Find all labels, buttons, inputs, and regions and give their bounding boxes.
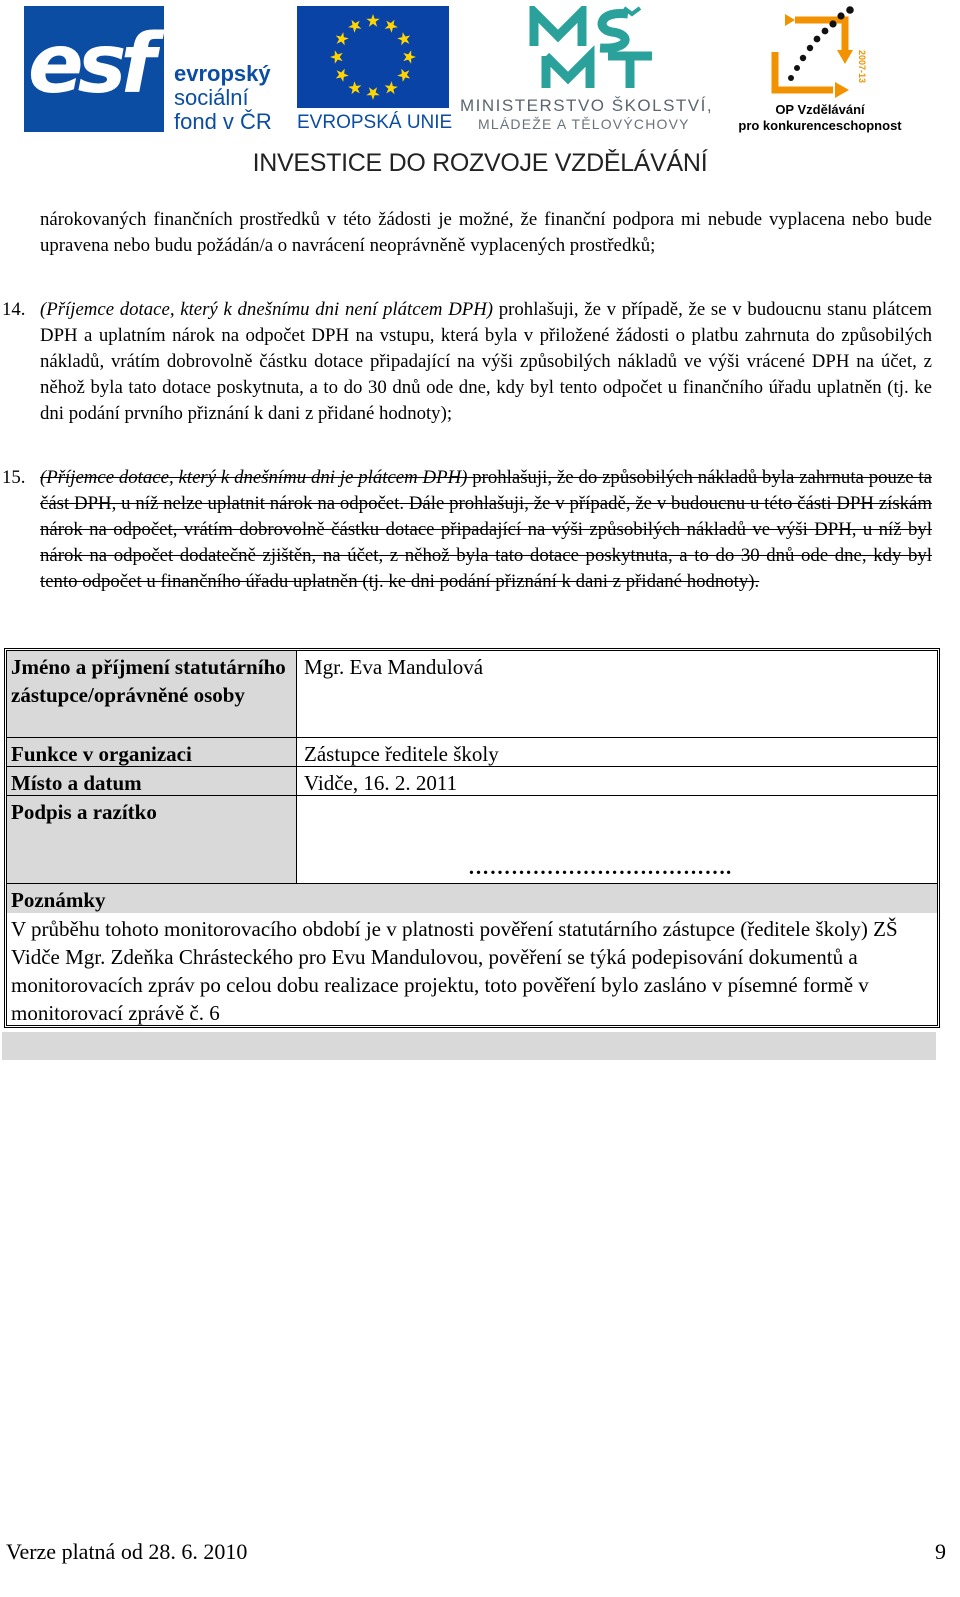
table-row-function <box>7 738 937 767</box>
function-label: Funkce v organizaci <box>7 738 297 766</box>
item-number: 14. <box>2 299 26 320</box>
banner-title: INVESTICE DO ROZVOJE VZDĚLÁVÁNÍ <box>252 149 708 177</box>
eu-label: EVROPSKÁ UNIE <box>297 112 453 133</box>
esf-line2: sociální <box>174 85 249 110</box>
table-row-name <box>7 651 937 738</box>
table-row-place <box>7 767 937 796</box>
op-line1: OP Vzdělávání <box>775 102 865 117</box>
signature-label: Podpis a razítko <box>7 796 297 883</box>
table-row-signature <box>7 796 937 884</box>
eu-logo <box>297 6 453 133</box>
header-logos <box>0 0 960 150</box>
esf-logo-box <box>24 6 164 132</box>
op-line2: pro konkurenceschopnost <box>738 118 902 133</box>
declaration-item-15 <box>2 465 932 595</box>
item-text: prohlašuji, že v případě, že se v budoucnu stanu plátcem DPH a uplatním nárok na odpočet DPH na vstupu, která byla v přiložené žádosti o platbu zahrnuta do způsobilých nákladů, vrátím dobrovolně částku dotace připadající na výši způsobilých nákladů ve výši vrácené DPH na účet, z něhož byla tato dotace poskytnuta, a to do 30 dnů ode dne, kdy byl tento odpočet u finančního úřadu uplatněn (tj. ke dni podání prvního přiznání k dani z přidané hodnoty); <box>40 299 932 424</box>
msmt-logo <box>460 6 730 132</box>
esf-line3: fond v ČR <box>174 109 272 134</box>
msmt-line1: MINISTERSTVO ŠKOLSTVÍ, <box>460 96 714 115</box>
item-condition: (Příjemce dotace, který k dnešnímu dni je plátcem DPH) <box>40 467 468 488</box>
item-number: 15. <box>2 467 26 488</box>
continuation-paragraph: nárokovaných finančních prostředků v této žádosti je možné, že finanční podpora mi nebude vyplacena nebo bude upravena nebo budu požádán/a o navrácení neoprávněně vyplacených prostředků; <box>40 209 932 256</box>
esf-logo-letters: esf <box>28 17 151 112</box>
page-number: 9 <box>935 1539 946 1564</box>
signature-table <box>4 648 940 1028</box>
footer-version: Verze platná od 28. 6. 2010 <box>6 1539 248 1564</box>
name-value: Mgr. Eva Mandulová <box>304 655 484 679</box>
place-label: Místo a datum <box>7 767 297 795</box>
esf-line1: evropský <box>174 61 271 86</box>
item-condition: (Příjemce dotace, který k dnešnímu dni není plátcem DPH) <box>40 299 494 320</box>
notes-label: Poznámky <box>7 884 937 913</box>
item-text: prohlašuji, že do způsobilých nákladů byla zahrnuta pouze ta část DPH, u níž nelze uplatnit nárok na odpočet. Dále prohlašuji, že v případě, že v budoucnu u této části DPH získám nárok na odpočet, vrátím dobrovolně částku dotace připadající na výši způsobilých nákladů ve výši DPH, u níž byl nárok na odpočet dodatečně zjištěn, na účet, z něhož byla tato dotace poskytnuta, a to do 30 dnů ode dne, kdy byl tento odpočet u finančního úřadu uplatněn (tj. ke dni podání přiznání k dani z přidané hodnoty). <box>40 467 932 592</box>
notes-value: V průběhu tohoto monitorovacího období je v platnosti pověření statutárního zástupce (ředitele školy) ZŠ Vidče Mgr. Zdeňka Chrásteckého pro Evu Mandulovou, pověření se týká podepisování dokumentů a monitorovacích zpráv po celou dobu realizace projektu, toto pověření bylo zasláno v písemné formě v monitorovací zprávě č. 6 <box>11 917 898 1025</box>
name-label: Jméno a příjmení statutárního zástupce/oprávněné osoby <box>7 651 297 737</box>
signature-dots: ………………………………. <box>468 855 732 879</box>
eu-flag-icon <box>297 6 449 108</box>
function-value: Zástupce ředitele školy <box>304 742 499 766</box>
svg-text:2007-13: 2007-13 <box>857 50 867 84</box>
esf-logo-text <box>174 62 272 134</box>
msmt-mark-icon <box>528 6 658 92</box>
table-footer-bar <box>2 1032 936 1060</box>
declaration-item-14 <box>2 297 932 427</box>
msmt-line2: MLÁDEŽE A TĚLOVÝCHOVY <box>478 116 690 132</box>
op-logo <box>735 6 905 132</box>
op-mark-icon <box>765 6 875 98</box>
table-row-notes-header <box>7 884 937 913</box>
place-value: Vidče, 16. 2. 2011 <box>304 771 458 795</box>
signature-field <box>298 796 937 883</box>
esf-logo <box>24 6 284 132</box>
